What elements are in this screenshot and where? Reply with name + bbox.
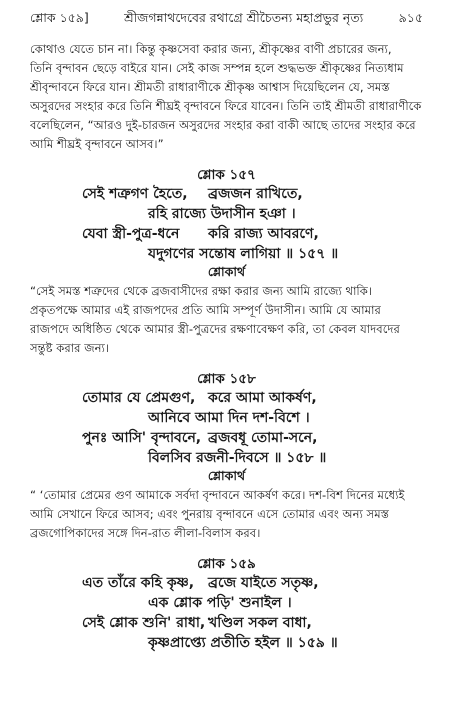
verse-line [82,184,423,204]
verse-title-157: শ্লোক ১৫৭ [197,167,256,183]
translation-line: “সেই সমস্ত শত্রুদের থেকে ব্রজবাসীদের রক্ষা করার জন্য আমি রাজ্যে থাকি। [30,284,373,298]
verse-line-right: ব্রজবধূ তোমা-সনে, [208,430,318,446]
verse-line: বিলসিব রজনী-দিবসে ॥ ১৫৮ ॥ [148,450,327,466]
verse-line [82,428,423,448]
verse-line-left: যেবা স্ত্রী-পুত্র-ধনে [82,226,180,242]
intro-line: কোথাও যেতে চান না। কিন্তু কৃষ্ণসেবা করার জন্য, শ্রীকৃষ্ণের বাণী প্রচারের জন্য, [30,42,392,56]
translation-line: প্রকৃতপক্ষে আমার এই রাজপদের প্রতি আমি সম্পূর্ণ উদাসীন। আমি যে আমার [30,303,381,317]
verse-line: রহি রাজ্যে উদাসীন হঞা । [148,206,296,222]
verse-line-left: সেই শত্রুগণ হৈতে, [82,186,188,202]
verse-line-left: পুনঃ আসি' বৃন্দাবনে, [82,430,202,446]
translation-line: সন্তুষ্ট করার জন্য। [30,341,109,355]
verse-line-right: খণ্ডিল সকল বাধা, [208,615,312,631]
page-header [30,10,423,32]
verse-line [82,573,423,593]
intro-line: বলেছিলেন, “আরও দুই-চারজন অসুরদের সংহার করা বাকী আছে তাদের সংহার করে [30,118,416,132]
verse-text-158 [82,388,423,468]
verse-line-left: সেই শ্লোক শুনি' রাধা, [82,615,206,631]
verse-line [82,613,423,633]
translation-line: আমি সেখানে ফিরে আসব; এবং পুনরায় বৃন্দাবনে এসে তোমার এবং অন্য সমস্ত [30,507,389,521]
verse-line [82,224,423,244]
intro-line: অসুরদের সংহার করে তিনি শীঘ্রই বৃন্দাবনে ফিরে যাবেন। তিনি তাই শ্রীমতী রাধারাণীকে [30,99,422,113]
verse-title-159: শ্লোক ১৫৯ [197,556,256,572]
verse-line: যদুগণের সন্তোষ লাগিয়া ॥ ১৫৭ ॥ [148,246,339,262]
verse-line: এক শ্লোক পড়ি' শুনাইল । [148,595,292,611]
intro-line: তিনি বৃন্দাবন ছেড়ে বাইরে যান। সেই কাজ সম্পন্ন হলে শুদ্ধভক্ত শ্রীকৃষ্ণের নিত্যধাম [30,61,404,75]
translation-158 [30,486,423,543]
translation-157 [30,282,423,358]
header-verse-ref: শ্লোক ১৫৯] [30,10,89,25]
verse-line [82,388,423,408]
intro-line: আমি শীঘ্রই বৃন্দাবনে আসব।” [30,137,164,151]
translation-title-158: শ্লোকার্থ [207,468,246,483]
intro-paragraph [30,40,423,154]
translation-line: রাজপদে অধিষ্ঠিত থেকে আমার স্ত্রী-পুত্রদের রক্ষণাবেক্ষণ করি, তা কেবল যাদবদের [30,322,400,336]
intro-line: শ্রীবৃন্দাবনে ফিরে যান। শ্রীমতী রাধারাণীকে শ্রীকৃষ্ণ আশ্বাস দিয়েছিলেন যে, সমস্ত [30,80,390,94]
verse-line-right: ব্রজে যাইতে সতৃষ্ণ, [208,575,319,591]
verse-line-right: করি রাজ্য আবরণে, [208,226,319,242]
verse-title-158: শ্লোক ১৫৮ [197,371,256,387]
header-page-number: ৯১৫ [398,10,423,25]
translation-line: ব্রজগোপিকাদের সঙ্গে দিন-রাত লীলা-বিলাস করব। [30,526,261,540]
verse-text-159 [82,573,423,653]
verse-line-right: করে আমা আকর্ষণ, [208,390,317,406]
translation-line: “ ‘তোমার প্রেমের গুণ আমাকে সর্বদা বৃন্দাবনে আকর্ষণ করে। দশ-বিশ দিনের মধ্যেই [30,488,405,502]
verse-line-left: এত তাঁরে কহি কৃষ্ণ, [82,575,195,591]
verse-line-left: তোমার যে প্রেমগুণ, [82,390,196,406]
verse-line-right: ব্রজজন রাখিতে, [208,186,303,202]
verse-line: কৃষ্ণপ্রাপ্ত্যে প্রতীতি হইল ॥ ১৫৯ ॥ [148,635,338,651]
verse-text-157 [82,184,423,264]
header-chapter-title: শ্রীজগন্নাথদেবের রথাগ্রে শ্রীচৈতন্য মহাপ্রভুর নৃত্য [124,10,364,25]
verse-line: আনিবে আমা দিন দশ-বিশে । [148,410,310,426]
translation-title-157: শ্লোকার্থ [207,264,246,279]
